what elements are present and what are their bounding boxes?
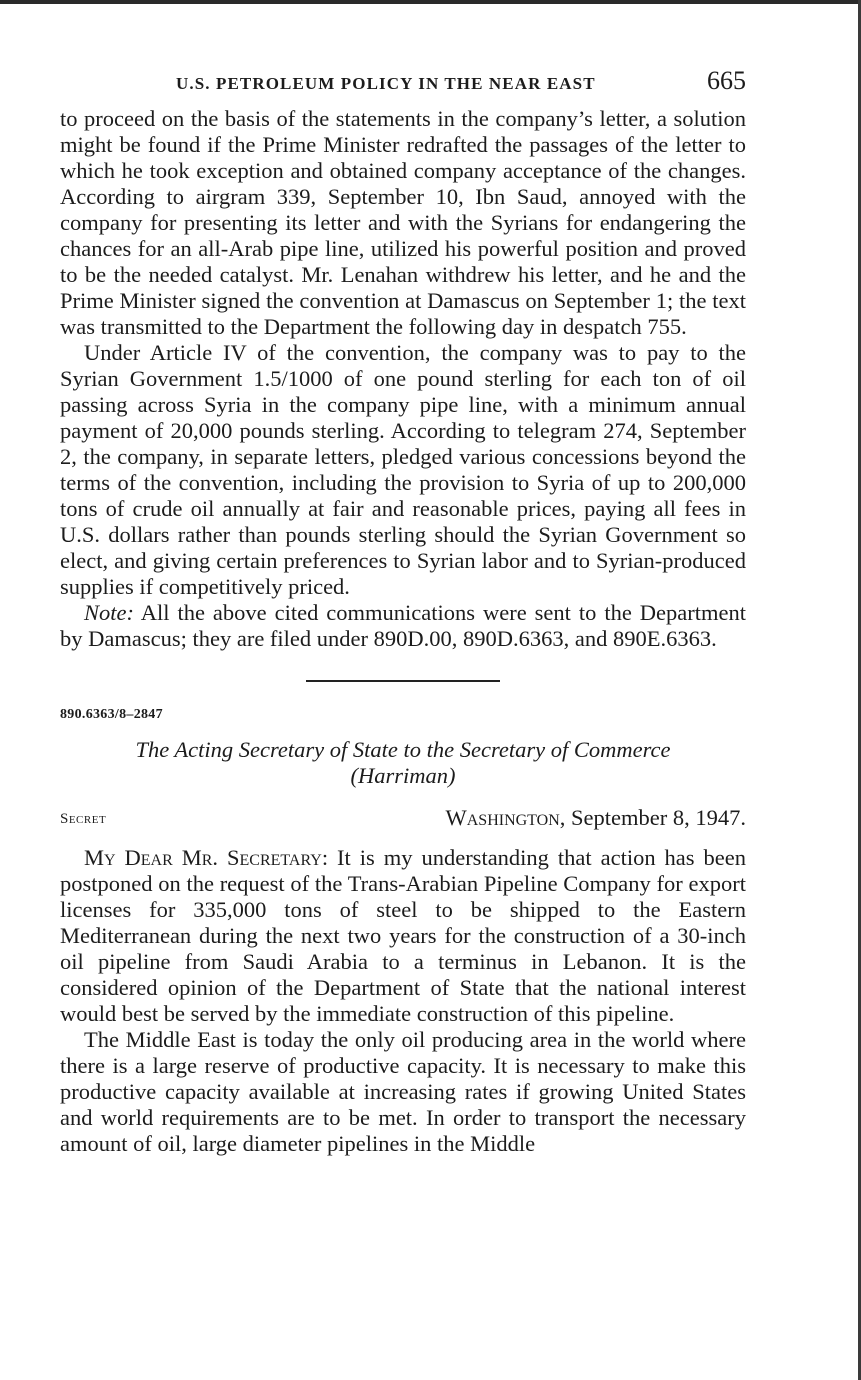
salutation: My Dear Mr. Secretary: — [84, 845, 329, 870]
editorial-note — [60, 600, 746, 652]
place-and-date — [446, 805, 747, 831]
place: Washington — [445, 805, 560, 830]
body-paragraph-article-iv: Under Article IV of the convention, the company was to pay to the Syrian Government 1.5/1000 of one pound sterling for each ton of oil passing across Syria in the company pipe line, with a minimum annual payment of 20,000 pounds sterling. According to telegram 274, September 2, the company, in separate letters, pledged various concessions beyond the terms of the convention, including the provision to Syria of up to 200,000 tons of crude oil annually at fair and reasonable prices, paying all fees in U.S. dollars rather than pounds sterling should the Syrian Government so elect, and giving certain preferences to Syrian labor and to Syrian-produced supplies if competitively priced. — [60, 340, 746, 599]
heading-line-2: (Harriman) — [350, 763, 456, 788]
note-text: All the above cited communications were sent to the Department by Damascus; they are filed under 890D.00, 890D.6363, and 890E.6363. — [60, 600, 746, 651]
date: , September 8, 1947. — [559, 805, 746, 830]
letter-paragraph-1-text: It is my understanding that action has been postponed on the request of the Trans-Arabian Pipeline Company for export licenses for 335,000 tons of steel to be shipped to the Eastern Mediterranean during the next two years for the construction of a 30-inch oil pipeline from Saudi Arabia to a terminus in Lebanon. It is the considered opinion of the Department of State that the national interest would best be served by the immediate construction of this pipeline. — [60, 845, 746, 1026]
note-label: Note: — [84, 600, 134, 625]
heading-line-1: The Acting Secretary of State to the Secretary of Commerce — [135, 737, 671, 762]
top-edge-rule — [0, 0, 861, 4]
letter-paragraph-1 — [60, 845, 746, 1027]
letter-paragraph-2: The Middle East is today the only oil producing area in the world where there is a large reserve of productive capacity. It is necessary to make this productive capacity available at increasing rates if growing United States and world requirements are to be met. In order to transport the necessary amount of oil, large diameter pipelines in the Middle — [60, 1027, 746, 1156]
file-reference: 890.6363/8–2847 — [60, 707, 163, 722]
running-head — [60, 66, 746, 106]
book-page — [60, 66, 746, 1157]
body-paragraph-continued: to proceed on the basis of the statements in the company’s letter, a solution might be found if the Prime Minister redrafted the passages of the letter to which he took exception and obtained company acceptance of the changes. According to airgram 339, September 10, Ibn Saud, annoyed with the company for presenting its letter and with the Syrians for endangering the chances for an all-Arab pipe line, utilized his powerful position and proved to be the needed catalyst. Mr. Lenahan withdrew his letter, and he and the Prime Minister signed the convention at Damascus on September 1; the text was transmitted to the Department the following day in despatch 755. — [60, 106, 746, 339]
page-number: 665 — [707, 66, 746, 95]
document-heading — [60, 737, 746, 789]
running-title: U.S. PETROLEUM POLICY IN THE NEAR EAST — [176, 74, 596, 93]
classification-marking: Secret — [60, 811, 107, 827]
section-divider — [306, 680, 500, 682]
dateline — [60, 805, 746, 831]
